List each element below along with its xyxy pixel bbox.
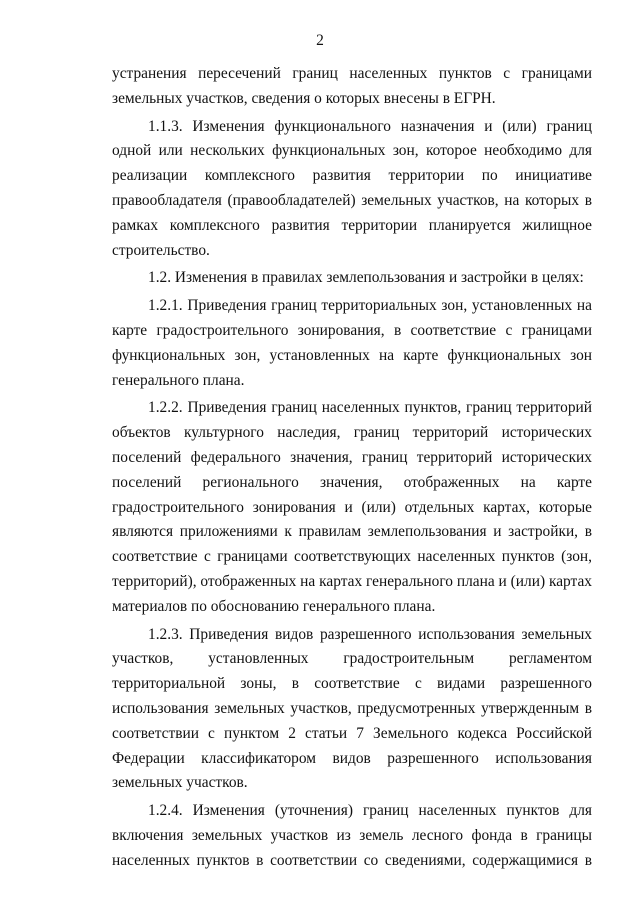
page-number: 2 [316, 32, 324, 49]
paragraph-1-2-1: 1.2.1. Приведения границ территориальных зон, установленных на карте градостроительного зонирования, в соответствие с границами функциональных зон, установленных на карте функциональных зон генерального плана. [112, 297, 592, 389]
paragraph-1-2-4: 1.2.4. Изменения (уточнения) границ населенных пунктов для включения земельных участков из земель лесного фонда в границы населенных пунктов в соответствии со сведениями, содержащимися в [112, 802, 592, 869]
paragraph-continuation: устранения пересечений границ населенных пунктов с границами земельных участков, сведения о которых внесены в ЕГРН. [112, 65, 592, 107]
paragraph-1-2-3: 1.2.3. Приведения видов разрешенного использования земельных участков, установленных градостроительным регламентом территориальной зоны, в соответствие с видами разрешенного использования земельных участков, предусмотренных утвержденным в соответствии с пунктом 2 статьи 7 Земельного кодекса Российской Федерации классификатором видов разрешенного использования земельных участков. [112, 625, 592, 792]
document-body [112, 62, 592, 877]
paragraph-1-2: 1.2. Изменения в правилах землепользования и застройки в целях: [148, 269, 584, 287]
paragraph-1-1-3: 1.1.3. Изменения функционального назначения и (или) границ одной или нескольких функциональных зон, которое необходимо для реализации комплексного развития территории по инициативе правообладателя (правообладателей) земельных участков, на которых в рамках комплексного развития территории планируется жилищное строительство. [112, 117, 592, 259]
paragraph-1-2-2: 1.2.2. Приведения границ населенных пунктов, границ территорий объектов культурного наследия, границ территорий исторических поселений федерального значения, границ территорий исторических поселений регионального значения, отображенных на карте градостроительного зонирования и (или) отдельных картах, которые являются приложениями к правилам землепользования и застройки, в соответствие с границами соответствующих населенных пунктов (зон, территорий), отображенных на картах генерального плана и (или) картах материалов по обоснованию генерального плана. [112, 399, 592, 615]
